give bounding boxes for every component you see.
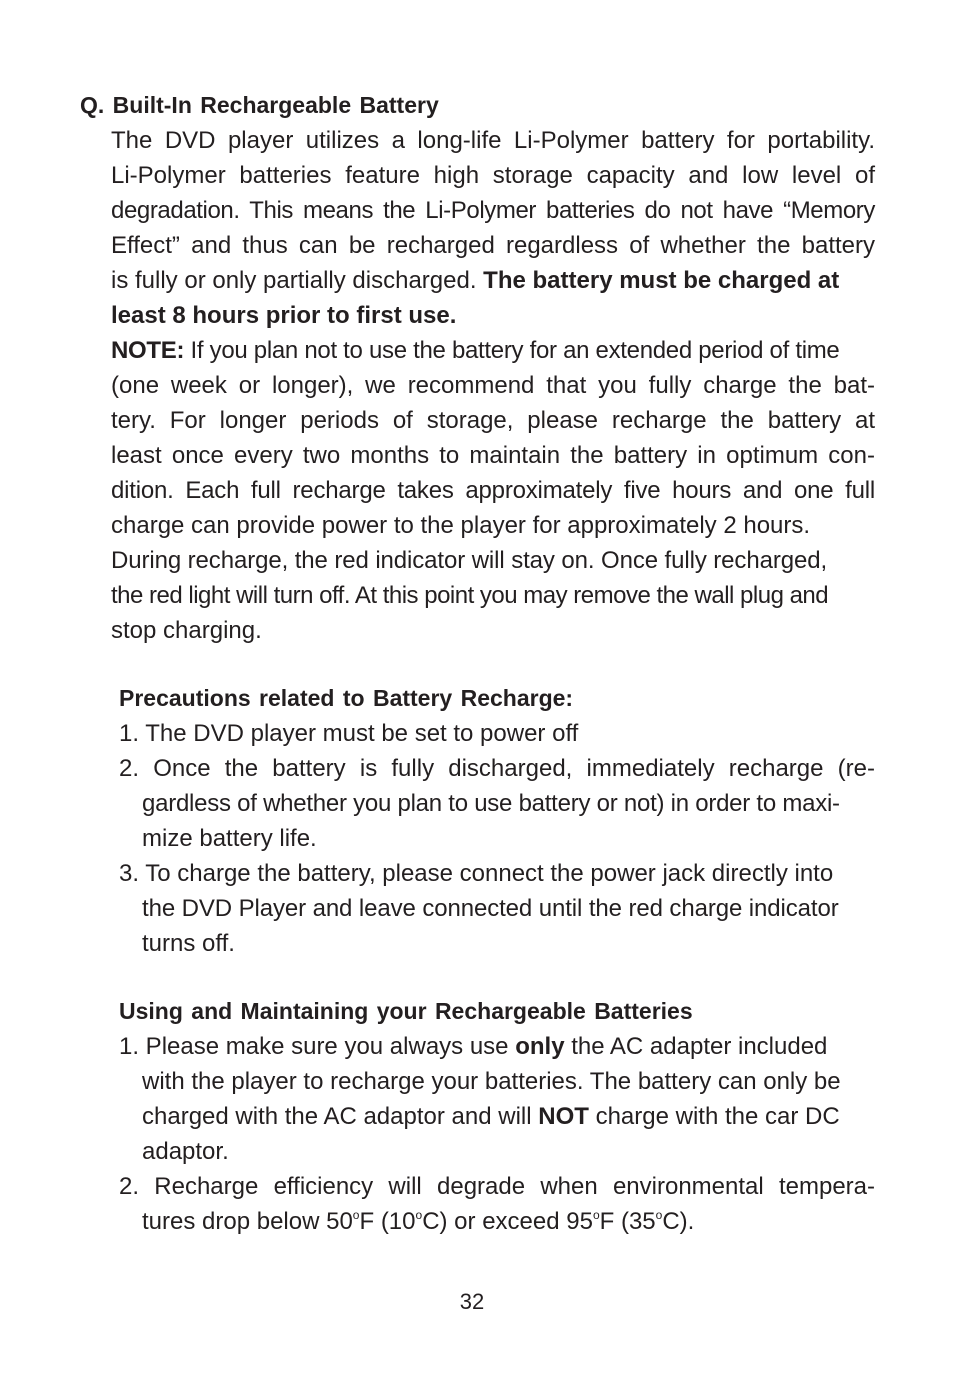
note-label: NOTE: [111,337,185,364]
list-text: tures drop below 50 [142,1208,353,1235]
list-item-continued: mize battery life. [142,825,317,852]
emphasis-text: only [515,1033,565,1060]
list-item: 2. Once the battery is fully discharged, immediately recharge (re- [119,755,875,782]
note-line: (one week or longer), we recommend that you fully charge the bat- [111,372,875,399]
paragraph-line: The DVD player utilizes a long-life Li-Polymer battery for portability. [111,127,875,154]
note-line [111,333,839,368]
warning-text: least 8 hours prior to first use. [111,302,457,329]
precautions-heading: Precautions related to Battery Recharge: [119,685,574,711]
paragraph-text: is fully or only partially discharged. [111,267,484,294]
note-line: stop charging. [111,617,262,644]
paragraph-line: Effect” and thus can be recharged regardless of whether the battery [111,232,875,259]
list-item: 2. Recharge efficiency will degrade when environmental tempera- [119,1173,875,1200]
list-text: 1. Please make sure you always use [119,1033,516,1060]
section-title: Q. Built-In Rechargeable Battery [80,92,439,118]
warning-text: The battery must be charged at [483,267,840,294]
page-number: 32 [459,1289,485,1314]
list-item-continued [142,1204,694,1239]
paragraph-line: degradation. This means the Li-Polymer batteries do not have “Memory [111,197,875,224]
paragraph-line [111,263,875,298]
list-text: charged with the AC adaptor and will [142,1103,539,1130]
list-text: C) or exceed 95 [422,1208,593,1235]
list-item: 1. The DVD player must be set to power off [119,720,579,747]
list-text: F (35 [599,1208,656,1235]
degree-symbol: o [655,1208,663,1222]
list-text: F (10 [359,1208,416,1235]
list-item: 3. To charge the battery, please connect the power jack directly into [119,860,834,887]
note-line: dition. Each full recharge takes approximately five hours and one full [111,477,875,504]
note-text: If you plan not to use the battery for an extended period of time [184,337,840,364]
list-item-continued: gardless of whether you plan to use battery or not) in order to maxi- [142,790,840,817]
list-item-continued: the DVD Player and leave connected until the red charge indicator [142,895,839,922]
note-line: charge can provide power to the player for approximately 2 hours. [111,512,811,539]
degree-symbol: o [415,1208,423,1222]
list-item-continued: adaptor. [142,1138,229,1165]
note-line: tery. For longer periods of storage, please recharge the battery at [111,407,875,434]
list-item-continued [142,1099,840,1134]
degree-symbol: o [592,1208,600,1222]
list-item-continued: with the player to recharge your batteries. The battery can only be [142,1068,841,1095]
maintaining-heading: Using and Maintaining your Rechargeable Batteries [119,998,693,1024]
note-line: the red light will turn off. At this point you may remove the wall plug and [111,582,829,609]
note-line: least once every two months to maintain the battery in optimum con- [111,442,875,469]
list-item [119,1029,827,1064]
list-text: C). [662,1208,695,1235]
list-text: the AC adapter included [564,1033,828,1060]
list-item-continued: turns off. [142,930,235,957]
paragraph-line: Li-Polymer batteries feature high storage capacity and low level of [111,162,875,189]
emphasis-text: NOT [538,1103,589,1130]
note-line: During recharge, the red indicator will stay on. Once fully recharged, [111,547,828,574]
list-text: charge with the car DC [588,1103,840,1130]
degree-symbol: o [352,1208,360,1222]
